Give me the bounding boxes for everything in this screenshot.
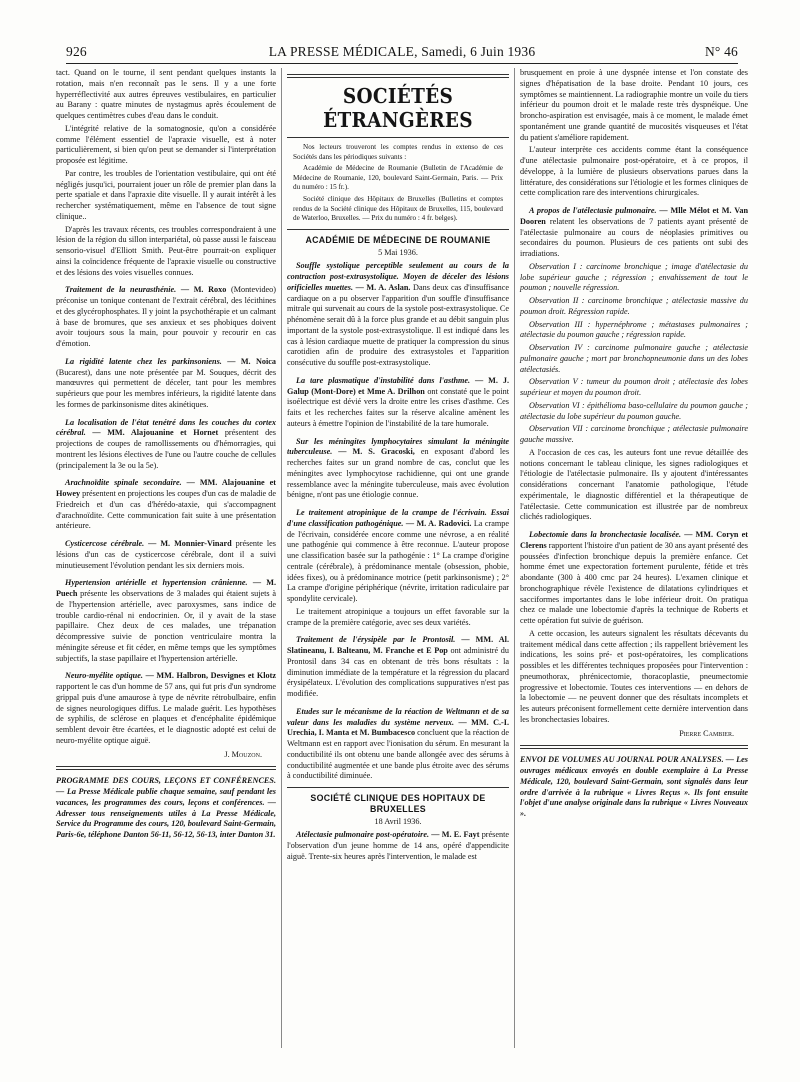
page-number: 926	[66, 44, 87, 59]
separator	[520, 745, 748, 749]
paragraph: Le traitement atropinique a toujours un effet favorable sur la crampe de la première catégorie, avec ses deux variétés.	[287, 606, 509, 627]
paragraph: Par contre, les troubles de l'orientation vestibulaire, qui ont été négligés jusqu'ici, pourraient jouer un rôle de premier plan dans la perte spatiale et dans l'apraxie dite visuelle. Il y aurait intérêt à les rechercher systématiquement, même en l'absence de tout signe clinique..	[56, 168, 276, 221]
abstract: Le traitement atropinique de la crampe de l'écrivain. Essai d'une classification pathogénique. — M. A. Radovici. La crampe de l'écrivain, considérée encore comme une névrose, a en réalité une pathogénie qui commence à être reconnue. L'auteur propose une classification basée sur la pathogénie : 1° La crampe d'origine centrale (cérébrale), à prédominance mentale (obsession, phobie, idées fixes), ou à prédominance motrice (petit parkinsonisme) ; 2° La crampe d'origine périphérique (névrite, irritation radiculaire par spondylite cervicale).	[287, 508, 509, 603]
paragraph: brusquement en proie à une dyspnée intense et l'on constate des signes d'hépatisation de la base droite. Pendant 10 jours, ces symptômes se maintiennent. La radiographie montre un voile du tiers inférieur du poumon droit et le malade reste très dyspnéique. Une broncho-aspiration est envisagée, mais à ce moment, le malade émet spontanément une grande quantité de mucosités visqueuses et l'état du patient s'améliore rapidement.	[520, 68, 748, 142]
session-date: 18 Avril 1936.	[374, 816, 422, 826]
paragraph: A cette occasion, les auteurs signalent les résultats décevants du traitement médical dans cette affection ; ils rappellent brièvement les indications, les soins pré- et post-opératoires, les complications possibles et les différentes techniques proposées pour l'intervention : pneumothorax, phrénicectomie, thoracoplastie, pneumectomie progressive et lobectomie. Toutes ces interventions — en dehors de la lobectomie — ne peuvent donner que des résultats incomplets et les auteurs préconisent formellement cette dernière intervention dans les bronchectasies lobaires.	[520, 628, 748, 724]
separator	[287, 787, 509, 788]
envoi-notice: ENVOI DE VOLUMES AU JOURNAL POUR ANALYSES. — Les ouvrages médicaux envoyés en double exemplaire à La Presse Médicale, 120, boulevard Saint-Germain, sont signalés dans leur ordre d'arrivée à la rubrique « Livres Reçus ». Ils font ensuite l'objet d'une analyse originale dans la rubrique « Livres Nouveaux ».	[520, 755, 748, 818]
separator	[287, 137, 509, 138]
column-2	[287, 68, 509, 865]
abstract: Lobectomie dans la bronchectasie localisée. — MM. Coryn et Clerens rapportent l'histoire d'un patient de 30 ans ayant présenté des poussées d'infection bronchique depuis la première enfance. Cet homme émet une expectoration fortement purulente, fétide et très abondante (300 à 400 cmc par 24 heures). L'examen clinique et bronchographique révèle l'existence de dilatations cylindriques et sacciformes importantes dans le lobe inférieur droit. On pratiqua chez ce malade une lobectomie d'après la technique de Roberts et cette opération fut suivie de guérison.	[520, 530, 748, 625]
paragraph: L'intégrité relative de la somatognosie, qu'on a considérée comme l'élément essentiel de l'apraxie visuelle, est à noter particulièrement, si bien qu'on peut se demander si l'interprétation proposée est légitime.	[56, 123, 276, 165]
page-header	[66, 44, 738, 62]
abstract: Traitement de l'érysipèle par le Prontosil. — MM. Al. Slatineanu, I. Balteanu, M. Franche et E Pop ont administré du Prontosil dans 34 cas en obtenant de très bons résultats : la diminution immédiate de la température et la régression du placard érysipélateux. L'évolution des complications suppuratives n'est pas modifiée.	[287, 635, 509, 698]
abstract: Traitement de la neurasthénie. — M. Roxo (Montevideo) préconise un tonique contenant de l'extrait cérébral, des lécithines et des glycérophosphates. Il y joint la psychothérapie et un calmant à base de bromures, que ses anxieux et ses phobiques doivent avoir toujours sous la main, pour pouvoir y recourir en cas d'émotion.	[56, 285, 276, 348]
note: Nos lecteurs trouveront les comptes rendus in extenso de ces Sociétés dans les périodiques suivants :	[293, 143, 503, 161]
separator	[287, 229, 509, 230]
observation: Observation I : carcinome bronchique ; image d'atélectasie du lobe supérieur gauche ; régression ; envahissement de tout le poumon ; nouvelle régression.	[520, 261, 748, 293]
abstract: A propos de l'atélectasie pulmonaire. — Mlle Mélot et M. Van Dooren relatent les observations de 7 patients ayant présenté de l'atélectasie pulmonaire au cours de néoplasies primitives ou secondaires du poumon. Plusieurs de ces patients ont subi des irradiations.	[520, 206, 748, 258]
society-heading: SOCIÉTÉ CLINIQUE DES HOPITAUX DE BRUXELLES	[310, 793, 486, 814]
note: Académie de Médecine de Roumanie (Bulletin de l'Académie de Médecine de Roumanie, 120, boulevard Saint-Germain, Paris. — Prix du numéro : 15 fr.).	[293, 164, 503, 192]
session-date: 5 Mai 1936.	[378, 247, 418, 257]
abstract: Sur les méningites lymphocytaires simulant la méningite tuberculeuse. — M. S. Gracoski, en exposant d'abord les recherches faites sur un grand nombre de cas, conclut que les méningites avec lymphocytose rachidienne, qui ont une grande ressemblance avec la méningite tuberculeuse, mais avec évolution bénigne, n'ont pas une étiologie connue.	[287, 436, 510, 500]
column-divider-2	[514, 68, 515, 1048]
observation: Observation V : tumeur du poumon droit ; atélectasie des lobes supérieur et moyen du poumon droit.	[520, 377, 748, 397]
society-heading: ACADÉMIE DE MÉDECINE DE ROUMANIE	[305, 234, 491, 245]
paragraph: A l'occasion de ces cas, les auteurs font une revue détaillée des notions concernant le tableau clinique, les signes radiologiques et l'étiologie de l'atélectasie pulmonaire. Ils y ajoutent d'intéressantes considérations concernant l'anatomie pathologique, l'étude expérimentale, le diagnostic différentiel et la thérapeutique de l'atélectasie. Cette communication est illustrée par de nombreux clichés radiologiques.	[520, 447, 748, 522]
paragraph: L'auteur interprète ces accidents comme étant la conséquence d'une atélectasie pulmonaire post-opératoire, et à ce propos, il développe, à la lumière de plusieurs observations parues dans la littérature, des considérations sur l'étiologie et les formes cliniques de cette complication rare des interventions chirurgicales.	[520, 145, 748, 198]
abstract: Cysticercose cérébrale. — M. Monnier-Vinard présente les lésions d'un cas de cysticercose cérébrale, dont il a suivi minutieusement l'évolution pendant les six derniers mois.	[56, 539, 276, 570]
abstract: Etudes sur le mécanisme de la réaction de Weltmann et de sa valeur dans les maladies du système nerveux. — MM. C.-I. Urechia, I. Manta et M. Bumbacesco concluent que la réaction de Weltmann est en rapport avec l'ionisation du sérum. En mesurant la conductibilité ils ont obtenu une bande allongée avec des sérums à conductibilité augmentée et une bande plus étroite avec des sérums à conductibilité diminuée.	[287, 706, 509, 781]
observation: Observation IV : carcinome pulmonaire gauche ; atélectasie pulmonaire gauche ; mort par bronchopneumonie dans un des lobes atélectasiés.	[520, 343, 748, 374]
abstract: La localisation de l'état tenétré dans les couches du cortex cérébral. — MM. Alajouanine et Hornet présentent des projections de coupes de ramollissements ou d'hémorragies, qui montrent les lésions électives de l'une ou l'autre couche de cellules (principalement la 3e ou la 5e).	[56, 417, 276, 470]
issue-number: N° 46	[704, 44, 738, 59]
abstract: Hypertension artérielle et hypertension crânienne. — M. Puech présente les observations de 3 malades qui étaient sujets à de l'hypertension artérielle, avec paroxysmes, sans indice de trouble cardio-rénal ni endocrinien. Or, il y avait de la stase papillaire. Chez deux de ces malades, une trépanation décompressive suivie de ponction ventriculaire montra la méningite séreuse et fit céder, en même temps que les symptômes subjectifs, la stase papillaire et l'hypertension artérielle.	[56, 578, 276, 663]
program-notice: PROGRAMME DES COURS, LEÇONS ET CONFÉRENCES. — La Presse Médicale publie chaque semaine, sauf pendant les vacances, les programmes des cours, leçons et conférences. — Adresser tous renseignements utiles à La Presse Médicale, Service du Programme des cours, 120, boulevard Saint-Germain, Paris-6e, téléphone Danton 56-11, 56-12, 56-13, inter Danton 31.	[56, 776, 276, 839]
section-title: SOCIÉTÉS ÉTRANGÈRES	[323, 84, 473, 132]
paragraph: tact. Quand on le tourne, il sent pendant quelques instants la rotation, mais n'en reconnaît pas le sens. Il y a une forte hyperréflectivité aux autres épreuves vestibulaires, en particulier au Barany : quatre minutes de nystagmus après écoulement de quelques centimètres cubes d'eau dans le conduit.	[56, 68, 276, 120]
abstract: La rigidité latente chez les parkinsoniens. — M. Noica (Bucarest), dans une note présentée par M. Souques, décrit des manœuvres qui permettent de déceler, tant pour les membres supérieurs que pour les membres inférieurs, la rigidité latente dans les formes de parkinsonisme dites akinétiques.	[56, 356, 276, 409]
abstract: Neuro-myélite optique. — MM. Halbron, Desvignes et Klotz rapportent le cas d'un homme de 57 ans, qui fut pris d'un syndrome grippal puis d'une amaurose à type de névrite rétrobulbaire, enfin de signes neurologiques diffus. Le malade guérit. Les hypothèses de syphilis, de sclérose en plaques et d'encéphalite épidémique semblent devoir être écartées, et le diagnostic adopté est celui de neuro-myélite optique aiguë.	[56, 671, 276, 745]
header-rule	[66, 63, 738, 64]
signature: J. Mouzon.	[224, 749, 262, 759]
abstract: Arachnoïdite spinale secondaire. — MM. Alajouanine et Howey présentent en projections les coupes d'un cas de maladie de Friedreich et d'un cas d'hérédo-ataxie, qui s'accompagnent d'arachnoïdite. Cette communication fait suite à une présentation antérieure.	[56, 478, 276, 531]
note: Société clinique des Hôpitaux de Bruxelles (Bulletins et comptes rendus de la Société clinique des Hôpitaux de Bruxelles, 115, boulevard de Waterloo, Bruxelles. — Prix du numéro : 4 fr. belges).	[293, 194, 503, 223]
observation: Observation VI : épithélioma baso-cellulaire du poumon gauche ; atélectasie du lobe supérieur du poumon gauche.	[520, 400, 748, 421]
paragraph: D'après les travaux récents, ces troubles correspondraient à une lésion de la région du sillon interpariétal, où passe aussi le faisceau sensorio-visuel d'Elliott Smith. Peut-être pourrait-on expliquer ainsi la coïncidence fréquente de l'apraxie visuelle ou constructive et des lésions des voies visuelles connues.	[56, 224, 276, 277]
abstract: La tare plasmatique d'instabilité dans l'asthme. — M. J. Galup (Mont-Dore) et Mme A. Drilhon ont constaté que le point isoélectrique est dévié vers la droite entre les crises d'asthme. Ces faits et les recherches faites sur la réserve alcaline amènent les auteurs à émettre l'opinion de l'instabilité de la tare humorale.	[287, 375, 509, 428]
abstract: Souffle systolique perceptible seulement au cours de la contraction post-extrasystolique. Moyen de déceler des lésions orificielles muettes. — M. A. Aslan. Dans deux cas d'insuffisance cardiaque on a pu observer l'apparition d'un souffle d'insuffisance mitrale qui survenait au cours de la systole post-extrasystolique. Ce phénomène serait dû à la force plus grande et au débit sanguin plus important de la systole post-extrasystolique. Il est indiqué dans les cas à lésion cardiaque muette de pratiquer la compression du sinus carotidien afin de produire des extrasystoles et l'apparition consécutive du souffle post-extrasystolique.	[287, 261, 509, 367]
separator	[287, 74, 509, 78]
observation: Observation II : carcinome bronchique ; atélectasie massive du poumon droit. Régression rapide.	[520, 296, 748, 316]
observation: Observation VII : carcinome bronchique ; atélectasie pulmonaire gauche massive.	[520, 424, 748, 444]
journal-title: LA PRESSE MÉDICALE, Samedi, 6 Juin 1936	[268, 44, 536, 59]
column-divider-1	[281, 68, 282, 1048]
observation: Observation III : hypernéphrome ; métastases pulmonaires ; atélectasie du poumon gauche ; régression rapide.	[520, 319, 748, 340]
signature: Pierre Cambier.	[679, 728, 734, 738]
column-1	[56, 68, 276, 843]
column-3	[520, 68, 748, 822]
abstract: Atélectasie pulmonaire post-opératoire. — M. E. Fayt présente l'observation d'un jeune homme de 14 ans, opéré d'appendicite aiguë. Trente-six heures après l'intervention, le malade est	[287, 830, 509, 861]
separator	[56, 766, 276, 770]
